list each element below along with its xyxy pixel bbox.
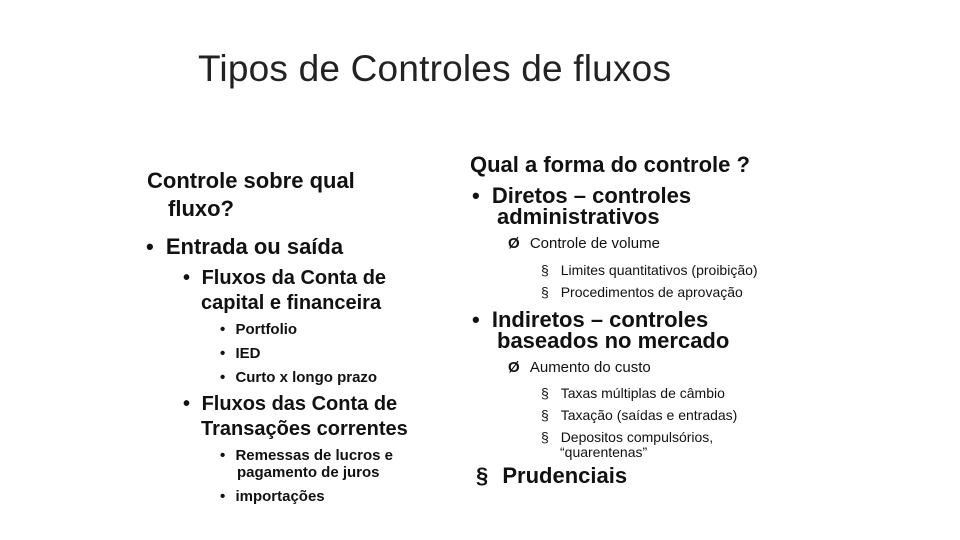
left-sub1-item-curto	[220, 370, 377, 385]
right-direct-item-procedimentos	[541, 285, 743, 299]
bullet-dot-icon: •	[220, 345, 226, 362]
list-item-label: Taxação (saídas e entradas)	[560, 407, 738, 423]
right-indirect-sub-label: Aumento do custo	[529, 359, 651, 376]
right-indirect-item-taxas	[541, 386, 725, 400]
arrow-bullet-icon: Ø	[508, 235, 520, 252]
list-item-label: Limites quantitativos (proibição)	[560, 262, 758, 278]
right-direct-line1-label: Diretos – controles	[491, 183, 692, 208]
right-heading: Qual a forma do controle ?	[470, 152, 750, 177]
left-sub1-item-ied	[220, 346, 260, 361]
slide-title: Tipos de Controles de fluxos	[198, 48, 672, 89]
bullet-dot-icon: •	[220, 369, 226, 386]
left-sub1-line1	[183, 268, 386, 288]
square-bullet-icon: §	[541, 284, 549, 300]
right-indirect-line1-label: Indiretos – controles	[491, 307, 709, 332]
list-item-label: Taxas múltiplas de câmbio	[560, 385, 725, 401]
left-sub2-line1-label: Fluxos das Conta de	[201, 393, 398, 415]
square-bullet-icon: §	[541, 262, 549, 278]
square-bullet-icon: §	[541, 429, 549, 445]
left-sub2-item-remessas-line2: pagamento de juros	[237, 464, 380, 481]
right-indirect-item-depositos-line2: “quarentenas”	[560, 444, 648, 460]
bullet-dot-icon: •	[220, 447, 226, 464]
right-indirect-item-depositos	[541, 430, 713, 444]
right-prudential	[476, 465, 627, 487]
right-prudential-label: Prudenciais	[502, 463, 628, 488]
bullet-dot-icon: •	[220, 488, 226, 505]
right-direct-sub-label: Controle de volume	[529, 235, 660, 252]
left-sub2-item-importacoes	[220, 489, 325, 504]
list-item-label: Depositos compulsórios,	[560, 429, 714, 445]
right-direct-sub	[508, 236, 660, 251]
list-item-label: Remessas de lucros e	[235, 447, 394, 464]
arrow-bullet-icon: Ø	[508, 359, 520, 376]
right-indirect-sub	[508, 360, 651, 375]
right-indirect-item-taxacao	[541, 408, 737, 422]
list-item-label: Procedimentos de aprovação	[560, 284, 743, 300]
bullet-dot-icon: •	[183, 267, 191, 289]
left-sub1-line2: capital e financeira	[201, 292, 382, 314]
left-item-entrada-label: Entrada ou saída	[165, 234, 344, 259]
bullet-dot-icon: •	[183, 393, 191, 415]
left-sub1-line1-label: Fluxos da Conta de	[201, 267, 387, 289]
list-item-label: IED	[235, 345, 261, 362]
square-bullet-icon: §	[476, 463, 489, 488]
square-bullet-icon: §	[541, 407, 549, 423]
right-direct-item-limites	[541, 263, 758, 277]
left-sub2-line2: Transações correntes	[201, 418, 408, 440]
left-sub2-item-remessas-line1	[220, 448, 393, 463]
right-direct-line2: administrativos	[497, 204, 660, 229]
left-sub2-line1	[183, 394, 397, 414]
left-sub1-item-portfolio	[220, 322, 297, 337]
left-item-entrada	[146, 236, 343, 258]
left-heading-line1: Controle sobre qual	[147, 168, 355, 193]
left-heading-line2: fluxo?	[168, 196, 234, 221]
bullet-dot-icon: •	[472, 307, 480, 332]
bullet-dot-icon: •	[472, 183, 480, 208]
bullet-dot-icon: •	[146, 234, 154, 259]
list-item-label: Curto x longo prazo	[235, 369, 378, 386]
right-indirect-line2: baseados no mercado	[497, 328, 730, 353]
bullet-dot-icon: •	[220, 321, 226, 338]
list-item-label: Portfolio	[235, 321, 298, 338]
list-item-label: importações	[235, 488, 325, 505]
square-bullet-icon: §	[541, 385, 549, 401]
